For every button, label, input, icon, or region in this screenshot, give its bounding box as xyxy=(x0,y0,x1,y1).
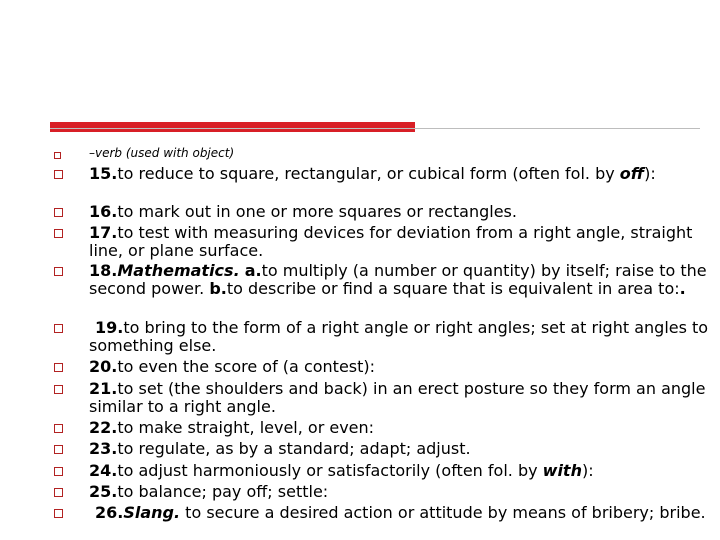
definition-16: 16.to mark out in one or more squares or rectangles. xyxy=(89,202,517,221)
definition-20: 20.to even the score of (a contest): xyxy=(89,357,376,376)
square-bullet-icon xyxy=(54,208,63,217)
square-bullet-icon xyxy=(54,509,63,518)
definition-22: 22.to make straight, level, or even: xyxy=(89,418,375,437)
definition-24: 24.to adjust harmoniously or satisfactorily (often fol. by with): xyxy=(89,461,594,480)
square-bullet-icon xyxy=(54,152,61,159)
square-bullet-icon xyxy=(54,170,63,179)
part-of-speech-label: –verb (used with object) xyxy=(89,146,235,160)
square-bullet-icon xyxy=(54,229,63,238)
definition-19: 19.to bring to the form of a right angle or right angles; set at right angles to something else. xyxy=(89,318,709,355)
definition-15: 15.to reduce to square, rectangular, or cubical form (often fol. by off): xyxy=(89,164,656,183)
definition-23: 23.to regulate, as by a standard; adapt; adjust. xyxy=(89,439,471,458)
square-bullet-icon xyxy=(54,424,63,433)
square-bullet-icon xyxy=(54,267,63,276)
definition-26: 26.Slang. to secure a desired action or attitude by means of bribery; bribe. xyxy=(95,503,706,522)
square-bullet-icon xyxy=(54,324,63,333)
square-bullet-icon xyxy=(54,445,63,454)
definition-17: 17.to test with measuring devices for deviation from a right angle, straight line, or plane surface. xyxy=(89,223,693,260)
definition-18: 18.Mathematics. a.to multiply (a number or quantity) by itself; raise to the second power. b.to describe or find a square that is equivalent in area to:. xyxy=(89,261,707,298)
definition-21: 21.to set (the shoulders and back) in an erect posture so they form an angle similar to a right angle. xyxy=(89,379,706,416)
square-bullet-icon xyxy=(54,488,63,497)
title-underline xyxy=(50,128,700,129)
square-bullet-icon xyxy=(54,467,63,476)
title-accent-bar xyxy=(50,122,415,132)
square-bullet-icon xyxy=(54,363,63,372)
square-bullet-icon xyxy=(54,385,63,394)
definition-25: 25.to balance; pay off; settle: xyxy=(89,482,329,501)
